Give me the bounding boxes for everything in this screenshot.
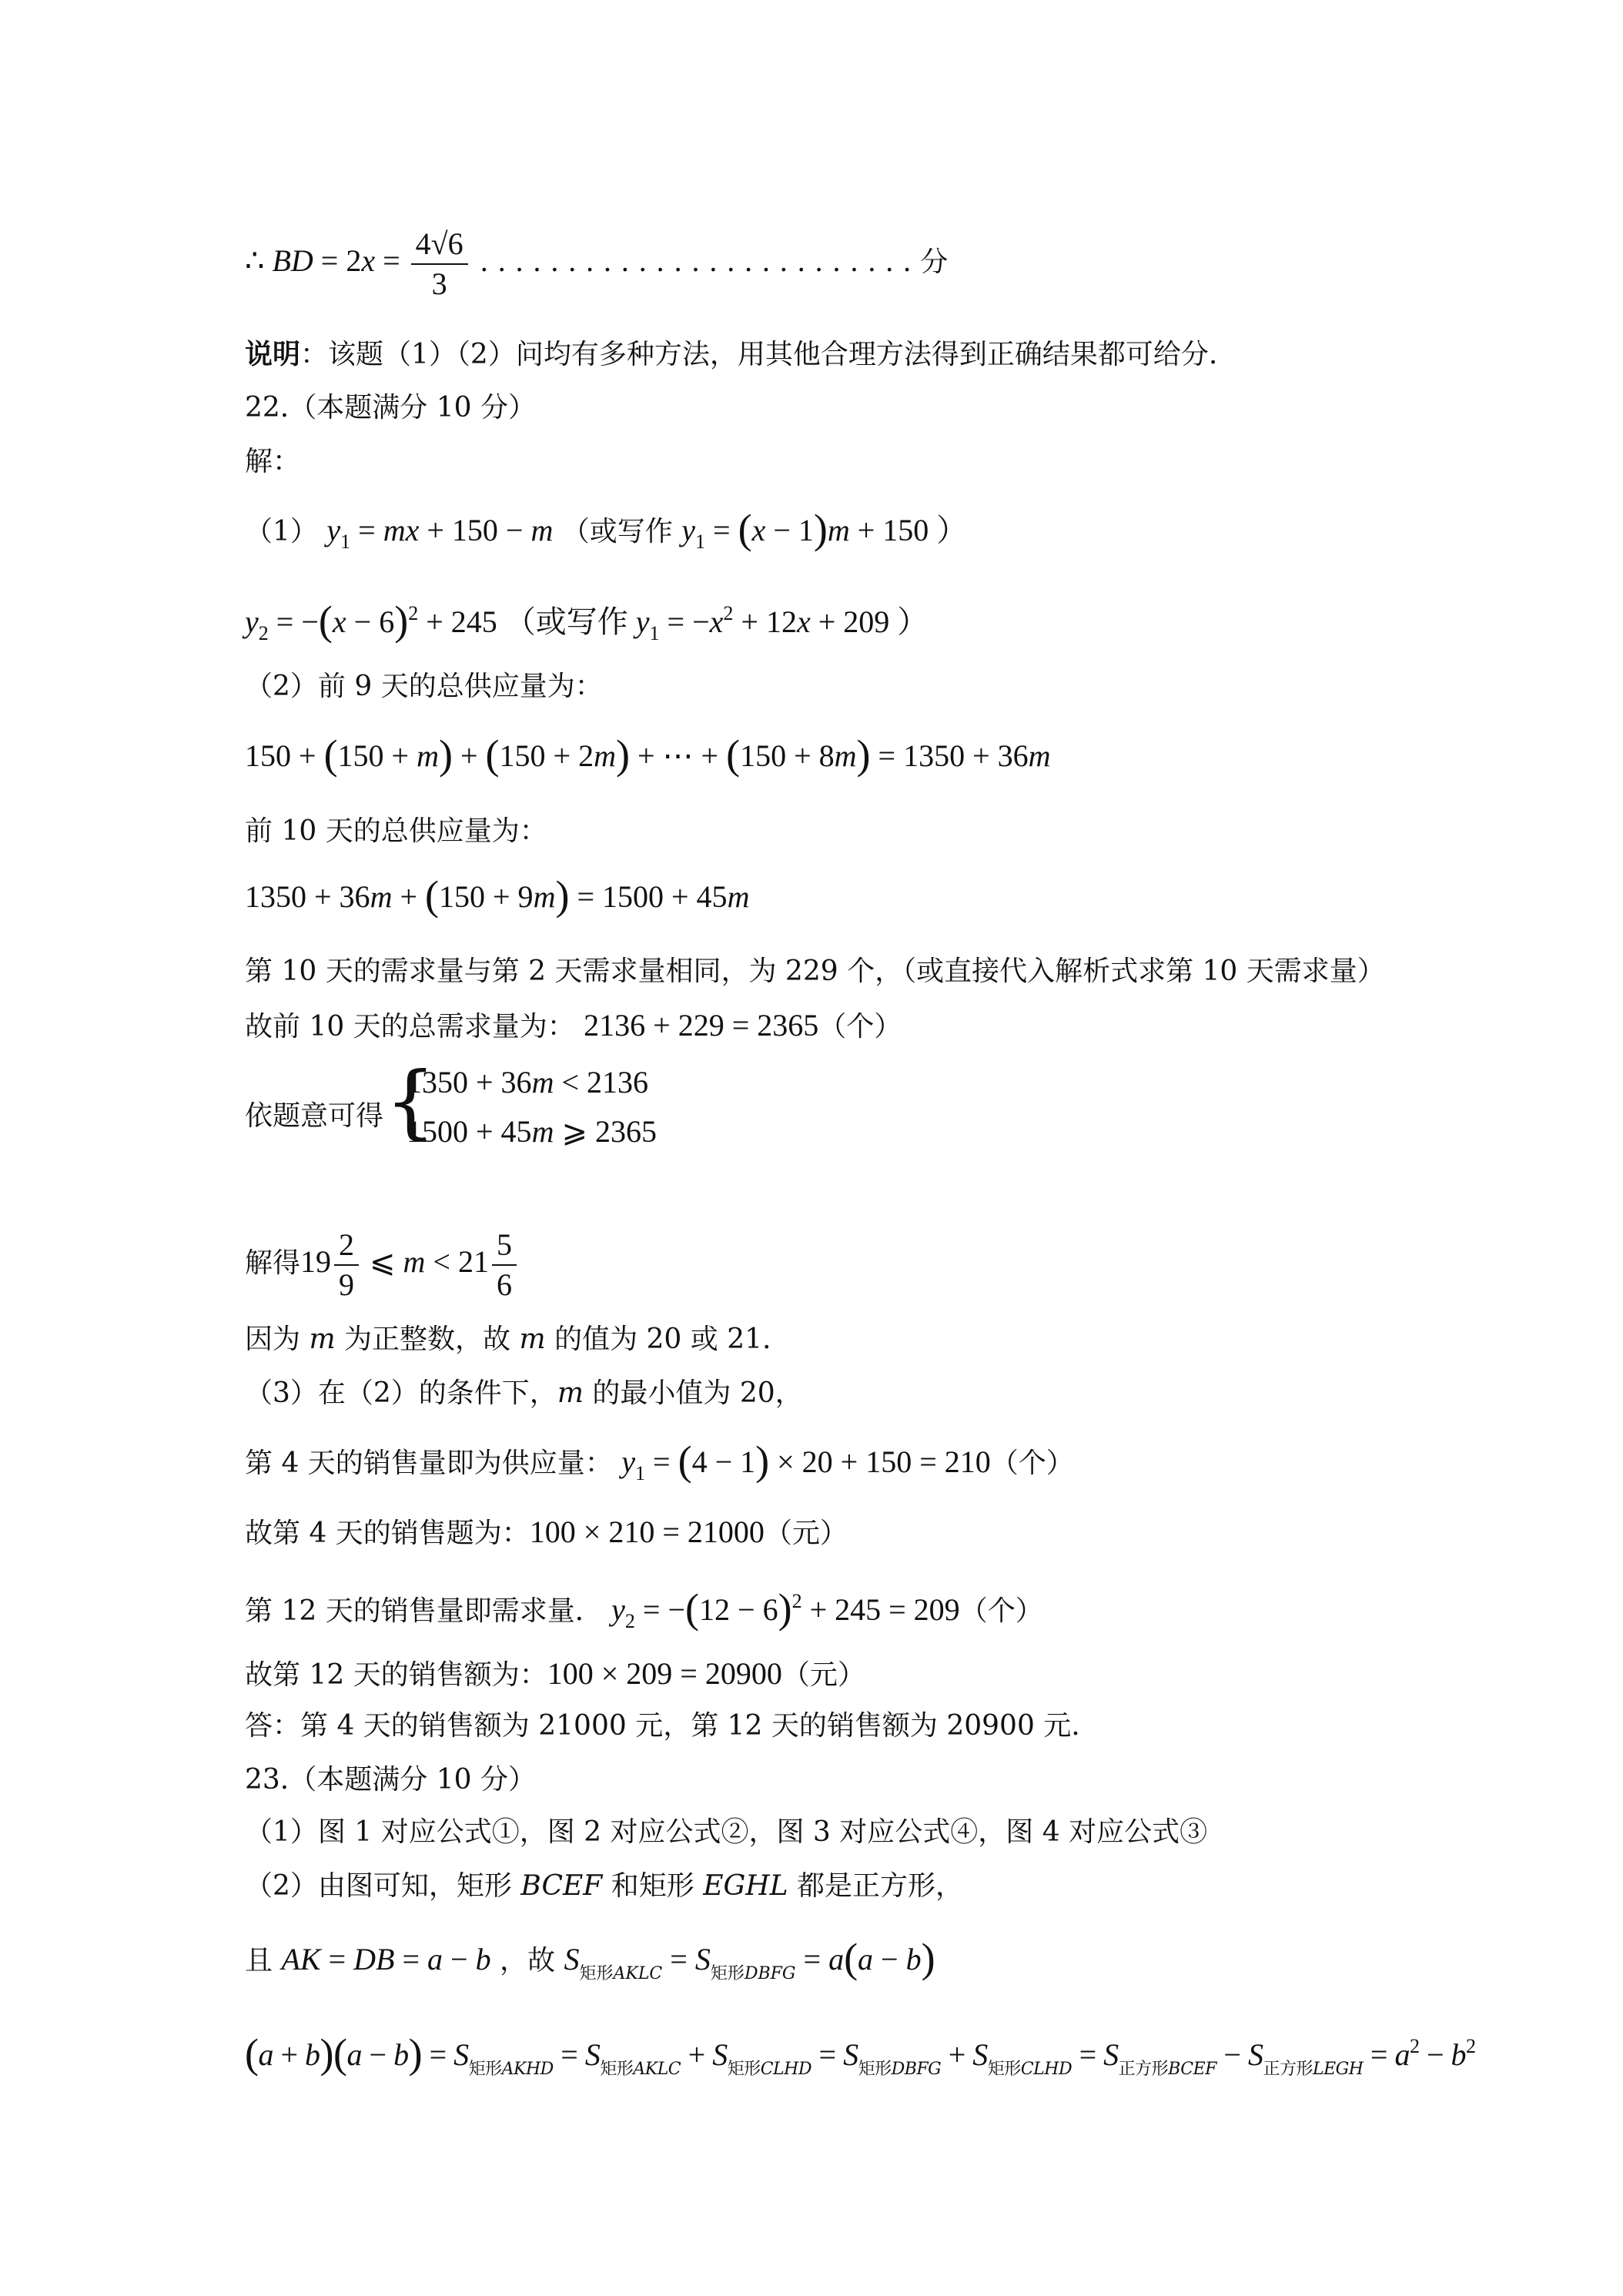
difference-of-squares-derivation: $(a + b)(a - b) = S_{矩形AKHD} = S_{矩形AKLC} + S_{矩形CLHD} = S_{矩形DBFG} + S_{矩形CLHD} = S_{正方形BCEF} - S_{正方形LEGH} = a^2 - b^2$ — [245, 2030, 1476, 2079]
day-12-sales-amount: 故第 12 天的销售额为：100 × 209 = 20900（元） — [245, 1656, 865, 1691]
solution-label: 解： — [245, 446, 301, 477]
question-22-heading: 22.（本题满分 10 分） — [245, 392, 536, 423]
supply-9-days-equation: 150 + (150 + m) + (150 + 2m) + ⋯ + (150 + 8m) = 1350 + 36m — [245, 731, 1051, 778]
inequality-row-2: 1500 + 45m ⩾ 2365 — [407, 1114, 657, 1149]
question-23-heading: 23.（本题满分 10 分） — [245, 1764, 536, 1796]
day-12-sales-volume: 第 12 天的销售量即需求量． $y_2 = -(12 - 6)^2 + 245 = 209$（个） — [245, 1585, 1043, 1632]
system-brace: { — [385, 1054, 437, 1148]
supply-10-days-equation: 1350 + 36m + (150 + 9m) = 1500 + 45m — [245, 872, 750, 919]
supply-10-days-label: 前 10 天的总供应量为： — [245, 815, 547, 847]
solution-range-line: 解得19 $\frac{2}{9}$ ⩽ m < 21 $\frac{5}{6}$ — [245, 1226, 520, 1304]
fraction: $\frac{5}{6}$ — [492, 1226, 517, 1304]
integer-conclusion: 因为 m 为正整数，故 m 的值为 20 或 21. — [245, 1324, 771, 1355]
part1-formula-match: （1）图 1 对应公式①，图 2 对应公式②，图 3 对应公式④，图 4 对应公式③ — [245, 1816, 1208, 1848]
day-4-sales-volume: 第 4 天的销售量即为供应量： $y_1 = (4 - 1) \times 20 + 150 = 210$（个） — [245, 1438, 1074, 1484]
total-demand-line: 故前 10 天的总需求量为： 2136 + 229 = 2365（个） — [245, 1008, 902, 1043]
part1-y1: （1） $y_1$ = mx + 150 − m （或写作 $y_1 = (x - 1)m + 150$ ） — [245, 506, 968, 553]
inequality-label: 依题意可得 — [245, 1100, 384, 1132]
area-equality-line: 且 AK = DB = a − b ，故 $S_{矩形AKLC} = S_{矩形DBFG} = a(a - b)$ — [245, 1935, 935, 1983]
inequality-row-1: 1350 + 36m < 2136 — [407, 1065, 649, 1099]
part3-intro: （3）在（2）的条件下，m 的最小值为 20， — [245, 1377, 803, 1409]
day-4-sales-amount: 故第 4 天的销售题为：100 × 210 = 21000（元） — [245, 1514, 848, 1549]
part2-intro: （2）前 9 天的总供应量为： — [245, 671, 603, 702]
part1-y2: $y_2 = -(x - 6)^2 + 245$ （或写作 $y_1 = -x^2 + 12x + 209$ ） — [245, 597, 929, 644]
answer-line: 答：第 4 天的销售额为 21000 元，第 12 天的销售额为 20900 元. — [245, 1710, 1080, 1742]
fraction: $\frac{4√6}{3}$ — [411, 225, 468, 303]
part2-squares-statement: （2）由图可知，矩形 BCEF 和矩形 EGHL 都是正方形， — [245, 1870, 963, 1902]
note-line: 说明：该题（1）（2）问均有多种方法，用其他合理方法得到正确结果都可给分. — [245, 338, 1218, 370]
line-bd-result: ∴ BD = 2x = $\frac{4√6}{3}$ . . . . . . . . . . . . . . . . . . . . . . . . . 分 — [245, 225, 948, 303]
demand-day-10-text: 第 10 天的需求量与第 2 天需求量相同，为 229 个，（或直接代入解析式求第 10 天需求量） — [245, 956, 1385, 987]
fraction: $\frac{2}{9}$ — [334, 1226, 359, 1304]
